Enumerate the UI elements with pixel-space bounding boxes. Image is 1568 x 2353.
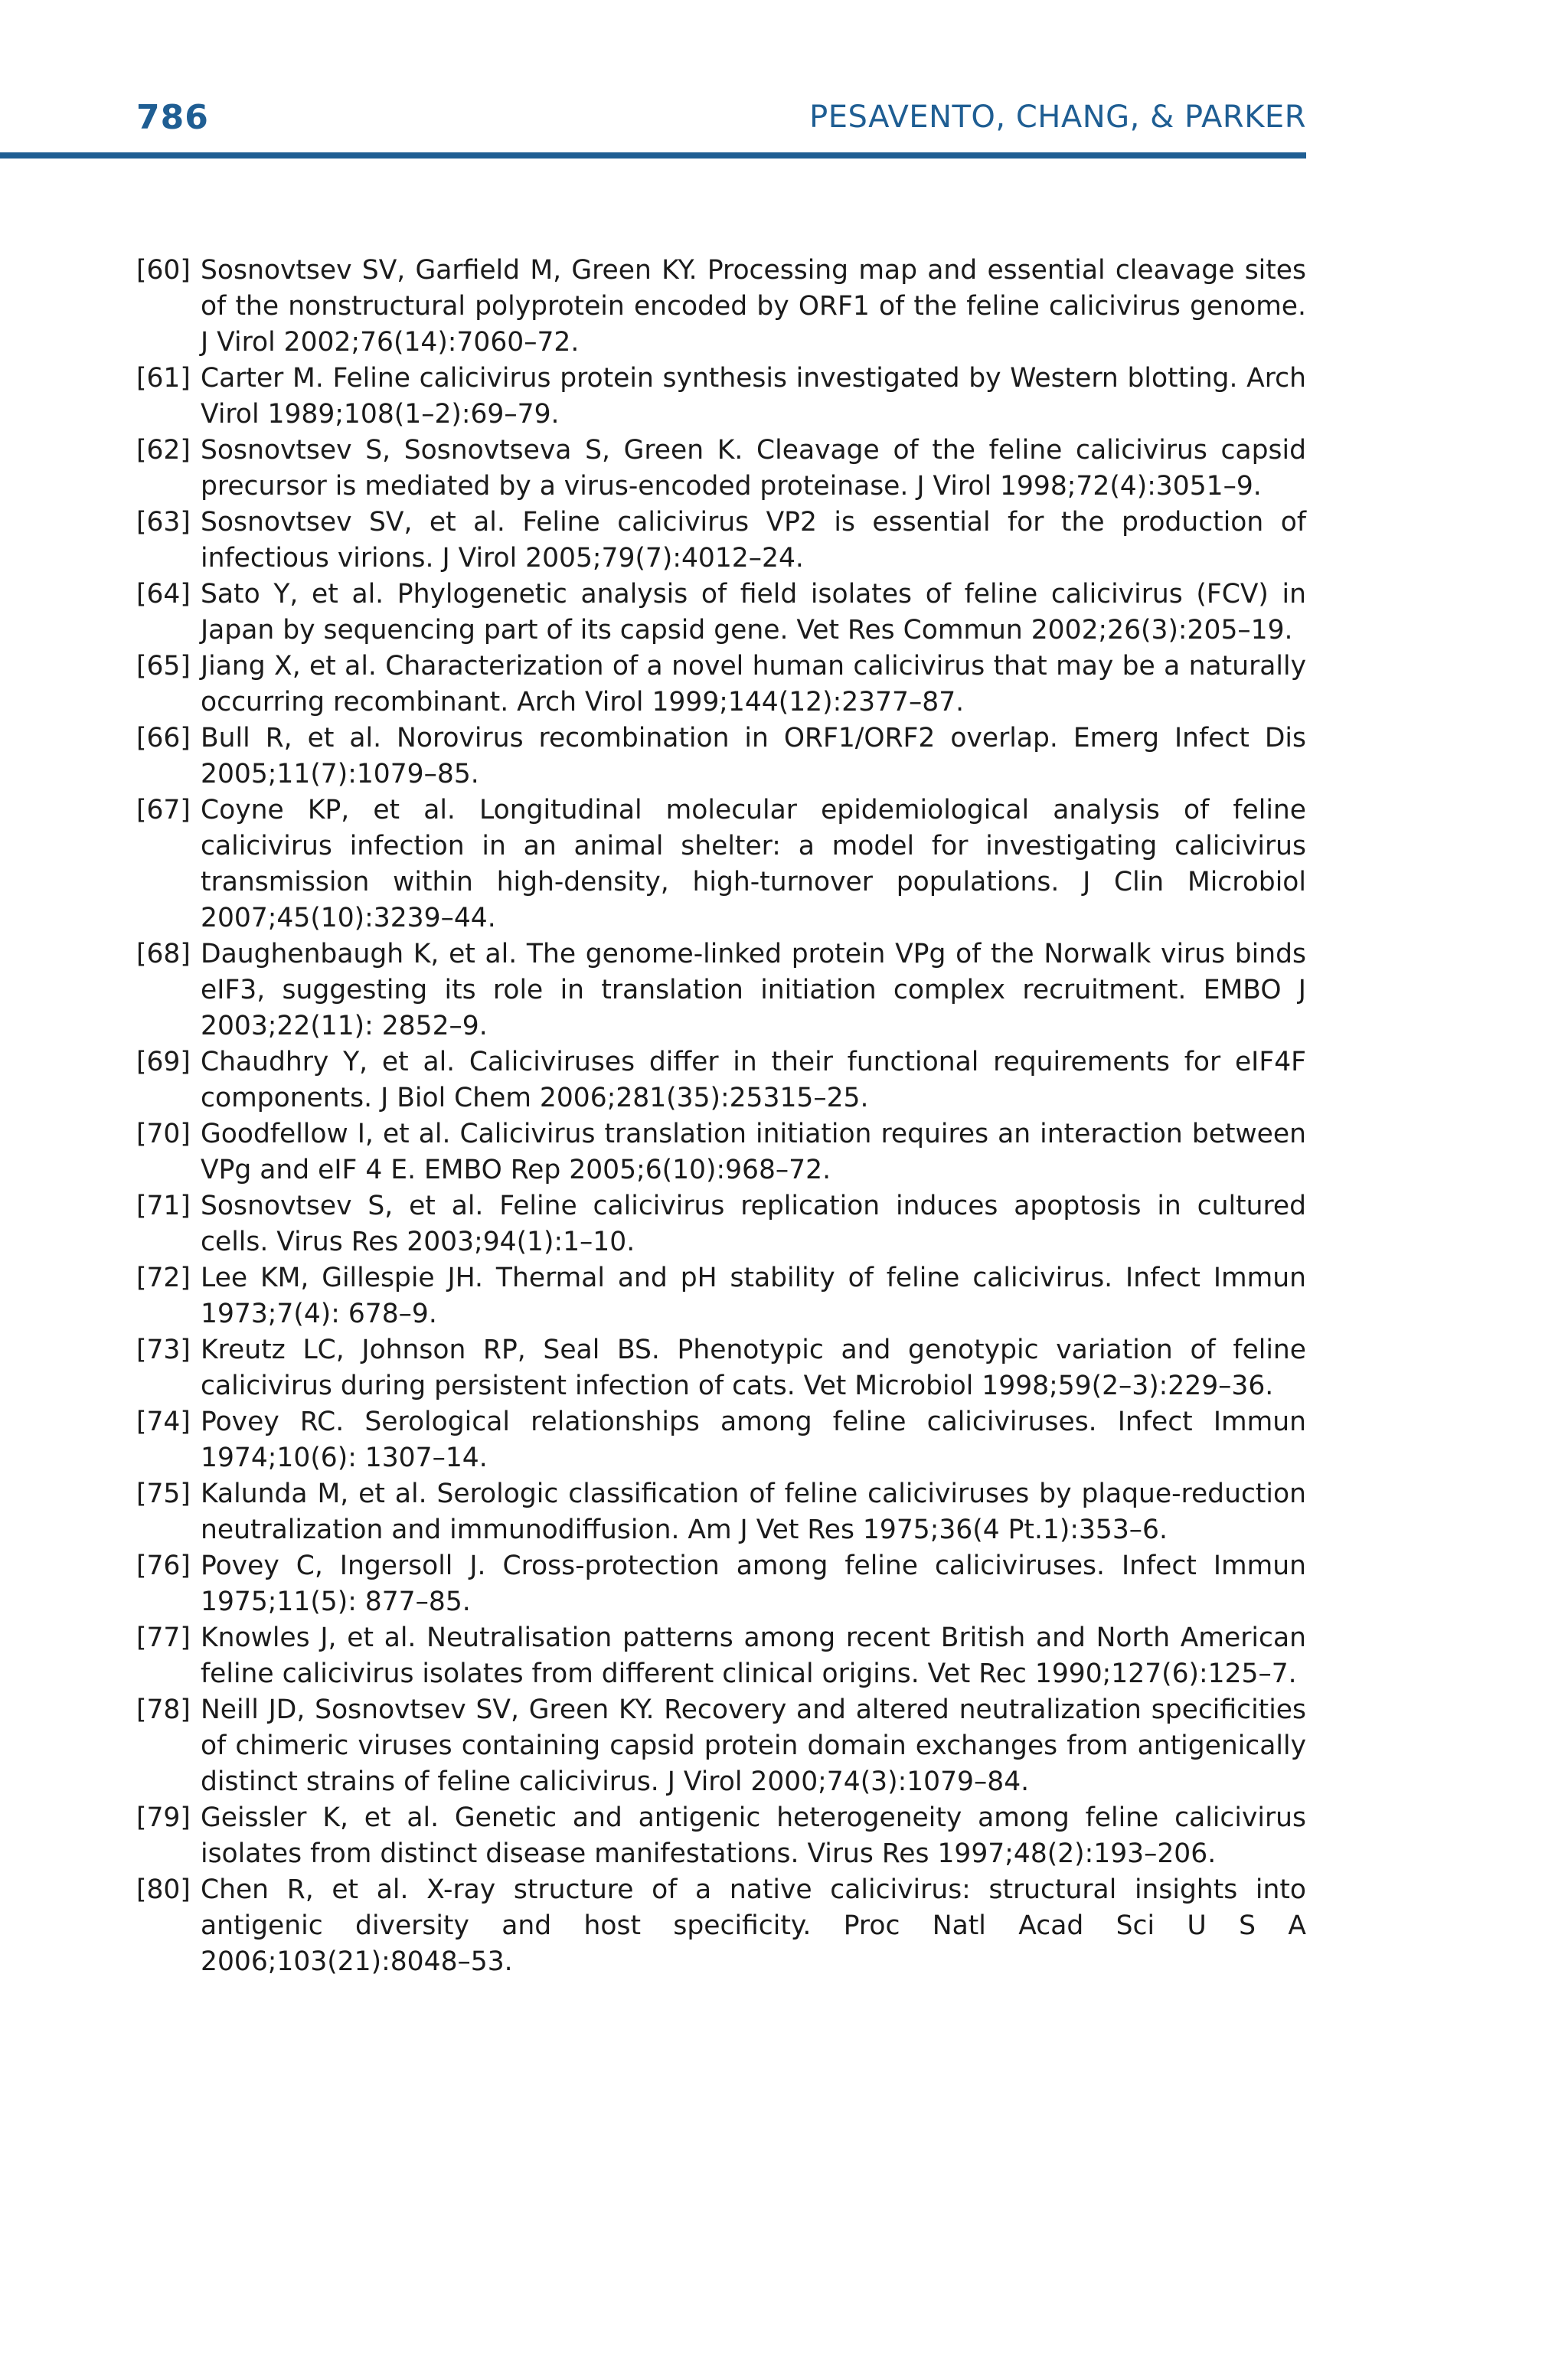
reference-item: [136, 1548, 1306, 1620]
reference-number: [75]: [136, 1479, 191, 1509]
reference-number: [66]: [136, 723, 191, 753]
reference-number: [72]: [136, 1263, 191, 1293]
reference-number: [67]: [136, 795, 191, 825]
reference-text: Povey RC. Serological relationships among feline caliciviruses. Infect Immun 1974;10(6): 1307–14.: [201, 1407, 1306, 1473]
reference-number: [69]: [136, 1047, 191, 1077]
reference-text: Sato Y, et al. Phylogenetic analysis of field isolates of feline calicivirus (FCV) in Japan by sequencing part of its capsid gene. Vet Res Commun 2002;26(3):205–19.: [201, 579, 1306, 645]
reference-item: [136, 1800, 1306, 1872]
reference-number: [76]: [136, 1551, 191, 1581]
reference-text: Knowles J, et al. Neutralisation patterns among recent British and North American feline calicivirus isolates from different clinical origins. Vet Rec 1990;127(6):125–7.: [201, 1623, 1306, 1689]
reference-item: [136, 793, 1306, 936]
reference-number: [80]: [136, 1874, 191, 1905]
reference-number: [61]: [136, 363, 191, 394]
reference-text: Carter M. Feline calicivirus protein synthesis investigated by Western blotting. Arch Virol 1989;108(1–2):69–79.: [201, 363, 1306, 430]
reference-text: Povey C, Ingersoll J. Cross-protection among feline caliciviruses. Infect Immun 1975;11(5): 877–85.: [201, 1551, 1306, 1617]
reference-number: [73]: [136, 1335, 191, 1365]
reference-item: [136, 1188, 1306, 1260]
reference-item: [136, 505, 1306, 577]
header-rule: [0, 152, 1306, 159]
reference-list: [136, 253, 1306, 1980]
reference-number: [79]: [136, 1802, 191, 1833]
reference-text: Sosnovtsev S, et al. Feline calicivirus replication induces apoptosis in cultured cells. Virus Res 2003;94(1):1–10.: [201, 1191, 1306, 1257]
reference-number: [63]: [136, 507, 191, 538]
reference-text: Neill JD, Sosnovtsev SV, Green KY. Recovery and altered neutralization specificities of chimeric viruses containing capsid protein domain exchanges from antigenically distinct strains of feline calicivirus. J Virol 2000;74(3):1079–84.: [201, 1694, 1306, 1797]
reference-item: [136, 1404, 1306, 1476]
reference-number: [71]: [136, 1191, 191, 1221]
reference-number: [78]: [136, 1694, 191, 1725]
reference-item: [136, 721, 1306, 793]
reference-item: [136, 1620, 1306, 1692]
reference-text: Goodfellow I, et al. Calicivirus translation initiation requires an interaction between VPg and eIF 4 E. EMBO Rep 2005;6(10):968–72.: [201, 1119, 1306, 1185]
reference-text: Sosnovtsev SV, et al. Feline calicivirus VP2 is essential for the production of infectious virions. J Virol 2005;79(7):4012–24.: [201, 507, 1306, 574]
reference-number: [70]: [136, 1119, 191, 1149]
reference-number: [65]: [136, 651, 191, 681]
reference-text: Bull R, et al. Norovirus recombination in ORF1/ORF2 overlap. Emerg Infect Dis 2005;11(7):1079–85.: [201, 723, 1306, 789]
reference-item: [136, 361, 1306, 433]
reference-text: Coyne KP, et al. Longitudinal molecular epidemiological analysis of feline calicivirus infection in an animal shelter: a model for investigating calicivirus transmission within high-density, high-turnover populations. J Clin Microbiol 2007;45(10):3239–44.: [201, 795, 1306, 933]
page-number: 786: [136, 98, 209, 137]
reference-item: [136, 1044, 1306, 1116]
reference-text: Sosnovtsev SV, Garfield M, Green KY. Processing map and essential cleavage sites of the nonstructural polyprotein encoded by ORF1 of the feline calicivirus genome. J Virol 2002;76(14):7060–72.: [201, 255, 1306, 358]
running-head: PESAVENTO, CHANG, & PARKER: [809, 100, 1306, 135]
page-header: [0, 0, 1568, 161]
reference-item: [136, 936, 1306, 1044]
reference-number: [68]: [136, 939, 191, 969]
reference-item: [136, 1476, 1306, 1548]
reference-text: Daughenbaugh K, et al. The genome-linked protein VPg of the Norwalk virus binds eIF3, suggesting its role in translation initiation complex recruitment. EMBO J 2003;22(11): 2852–9.: [201, 939, 1306, 1041]
reference-item: [136, 433, 1306, 505]
reference-text: Lee KM, Gillespie JH. Thermal and pH stability of feline calicivirus. Infect Immun 1973;7(4): 678–9.: [201, 1263, 1306, 1329]
reference-item: [136, 649, 1306, 721]
reference-text: Geissler K, et al. Genetic and antigenic heterogeneity among feline calicivirus isolates from distinct disease manifestations. Virus Res 1997;48(2):193–206.: [201, 1802, 1306, 1869]
reference-item: [136, 253, 1306, 361]
reference-number: [60]: [136, 255, 191, 286]
reference-text: Chen R, et al. X-ray structure of a native calicivirus: structural insights into antigenic diversity and host specificity. Proc Natl Acad Sci U S A 2006;103(21):8048–53.: [201, 1874, 1306, 1977]
reference-number: [64]: [136, 579, 191, 609]
reference-text: Jiang X, et al. Characterization of a novel human calicivirus that may be a naturally occurring recombinant. Arch Virol 1999;144(12):2377–87.: [201, 651, 1306, 717]
reference-item: [136, 1872, 1306, 1980]
reference-number: [74]: [136, 1407, 191, 1437]
reference-item: [136, 1332, 1306, 1404]
reference-item: [136, 1692, 1306, 1800]
reference-number: [62]: [136, 435, 191, 466]
reference-number: [77]: [136, 1623, 191, 1653]
reference-item: [136, 577, 1306, 649]
reference-text: Sosnovtsev S, Sosnovtseva S, Green K. Cleavage of the feline calicivirus capsid precursor is mediated by a virus-encoded proteinase. J Virol 1998;72(4):3051–9.: [201, 435, 1306, 502]
reference-item: [136, 1116, 1306, 1188]
reference-text: Kreutz LC, Johnson RP, Seal BS. Phenotypic and genotypic variation of feline calicivirus during persistent infection of cats. Vet Microbiol 1998;59(2–3):229–36.: [201, 1335, 1306, 1401]
reference-text: Chaudhry Y, et al. Caliciviruses differ in their functional requirements for eIF4F components. J Biol Chem 2006;281(35):25315–25.: [201, 1047, 1306, 1113]
reference-item: [136, 1260, 1306, 1332]
reference-text: Kalunda M, et al. Serologic classification of feline caliciviruses by plaque-reduction neutralization and immunodiffusion. Am J Vet Res 1975;36(4 Pt.1):353–6.: [201, 1479, 1306, 1545]
